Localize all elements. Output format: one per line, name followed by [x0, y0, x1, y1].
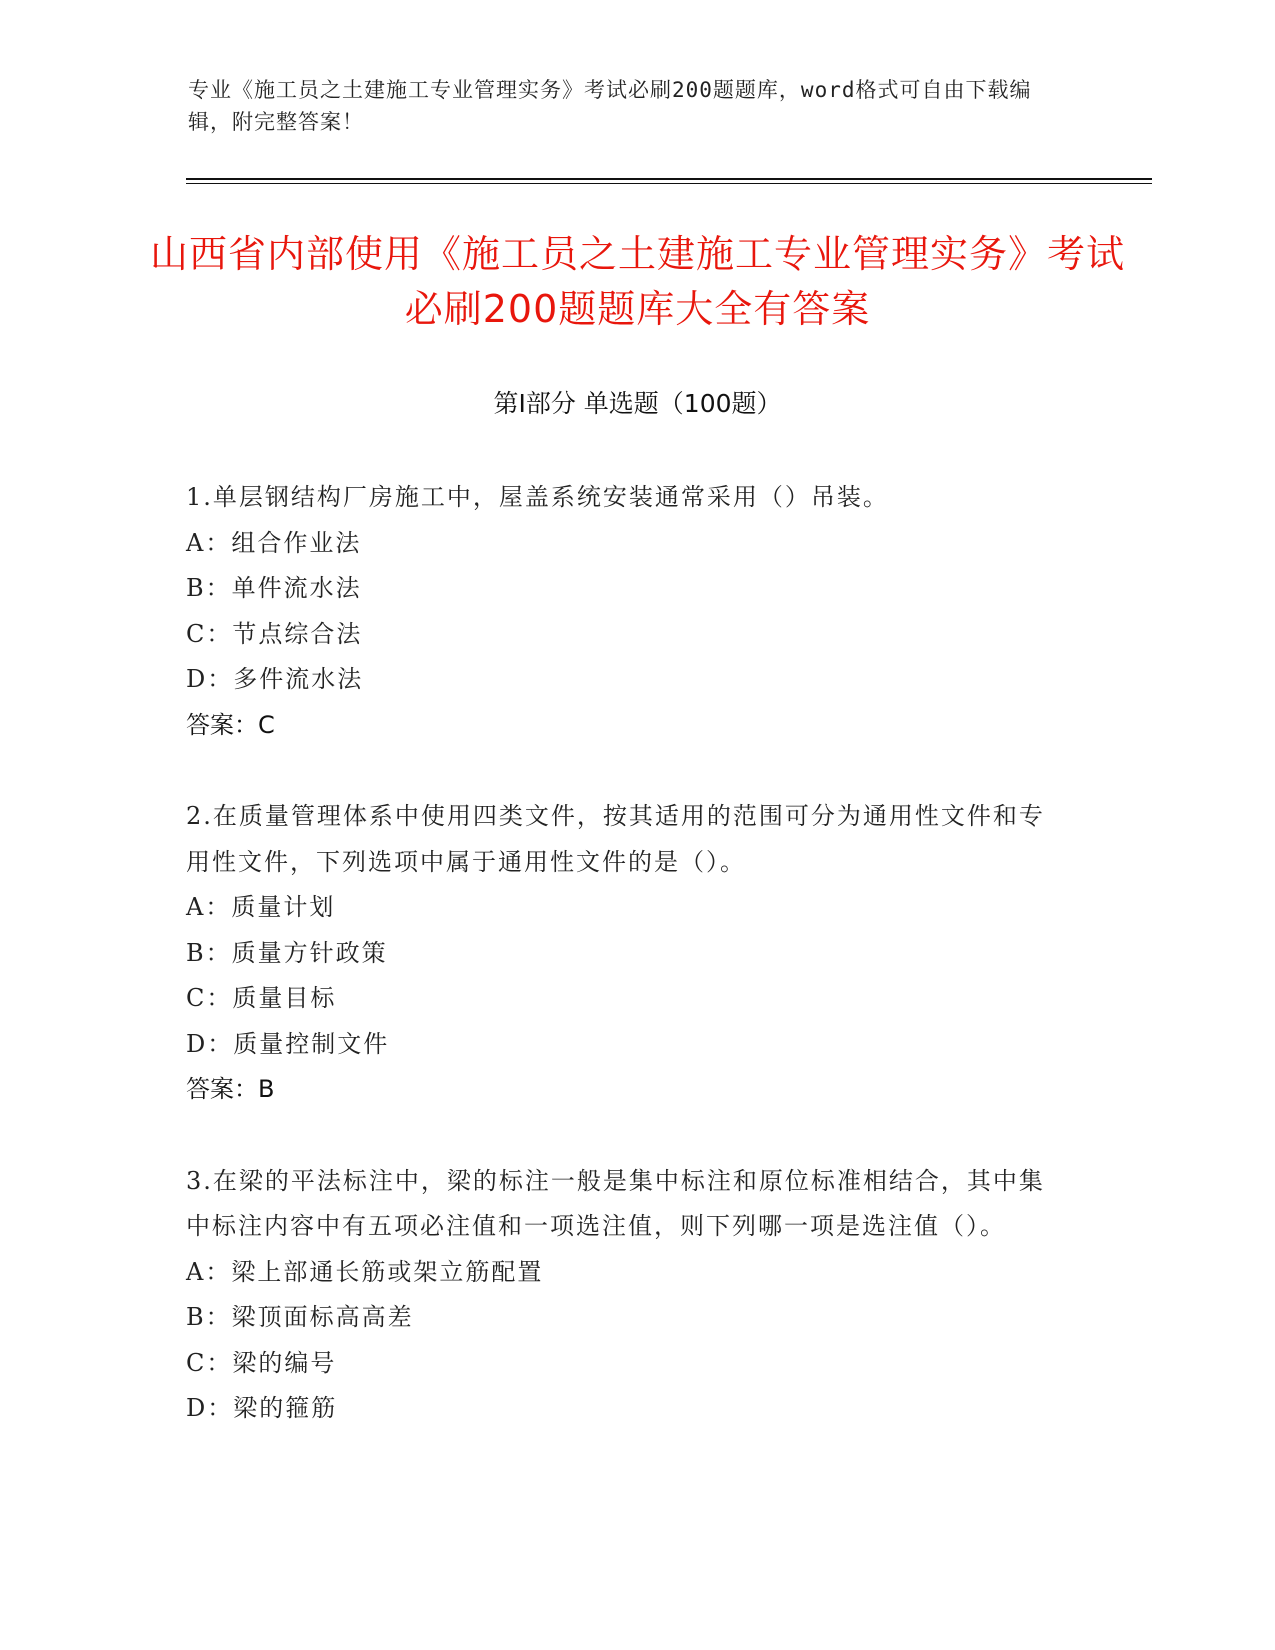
option-c: C：梁的编号	[186, 1348, 337, 1377]
option-a: A：梁上部通长筋或架立筋配置	[186, 1257, 544, 1286]
option-a: A：组合作业法	[186, 528, 362, 557]
option-b: B：单件流水法	[186, 574, 362, 602]
answer: 答案：B	[186, 1075, 275, 1103]
header-rule	[186, 178, 1152, 180]
question-2	[186, 794, 1066, 1113]
section-heading: 第I部分 单选题（100题）	[493, 389, 782, 418]
question-stem: 1.单层钢结构厂房施工中，屋盖系统安装通常采用（）吊装。	[186, 483, 889, 511]
header-note: 专业《施工员之土建施工专业管理实务》考试必刷200题题库，word格式可自由下载编辑，附完整答案！	[188, 78, 1032, 134]
header-rule-thin	[186, 183, 1152, 184]
question-stem: 3.在梁的平法标注中，梁的标注一般是集中标注和原位标准相结合，其中集中标注内容中有五项必注值和一项选注值，则下列哪一项是选注值（）。	[186, 1166, 1045, 1240]
document-title: 山西省内部使用《施工员之土建施工专业管理实务》考试必刷200题题库大全有答案	[150, 232, 1126, 331]
option-d: D：多件流水法	[186, 665, 364, 693]
question-list	[186, 475, 1066, 1478]
question-1	[186, 475, 1066, 748]
answer: 答案：C	[186, 710, 275, 739]
option-d: D：质量控制文件	[186, 1029, 390, 1058]
option-b: B：梁顶面标高高差	[186, 1303, 414, 1331]
option-c: C：质量目标	[186, 984, 337, 1012]
option-b: B：质量方针政策	[186, 938, 388, 967]
option-a: A：质量计划	[186, 893, 336, 921]
option-c: C：节点综合法	[186, 619, 363, 648]
question-stem: 2.在质量管理体系中使用四类文件，按其适用的范围可分为通用性文件和专用性文件，下列选项中属于通用性文件的是（）。	[186, 802, 1045, 876]
option-d: D：梁的箍筋	[186, 1394, 338, 1422]
question-3	[186, 1159, 1066, 1432]
